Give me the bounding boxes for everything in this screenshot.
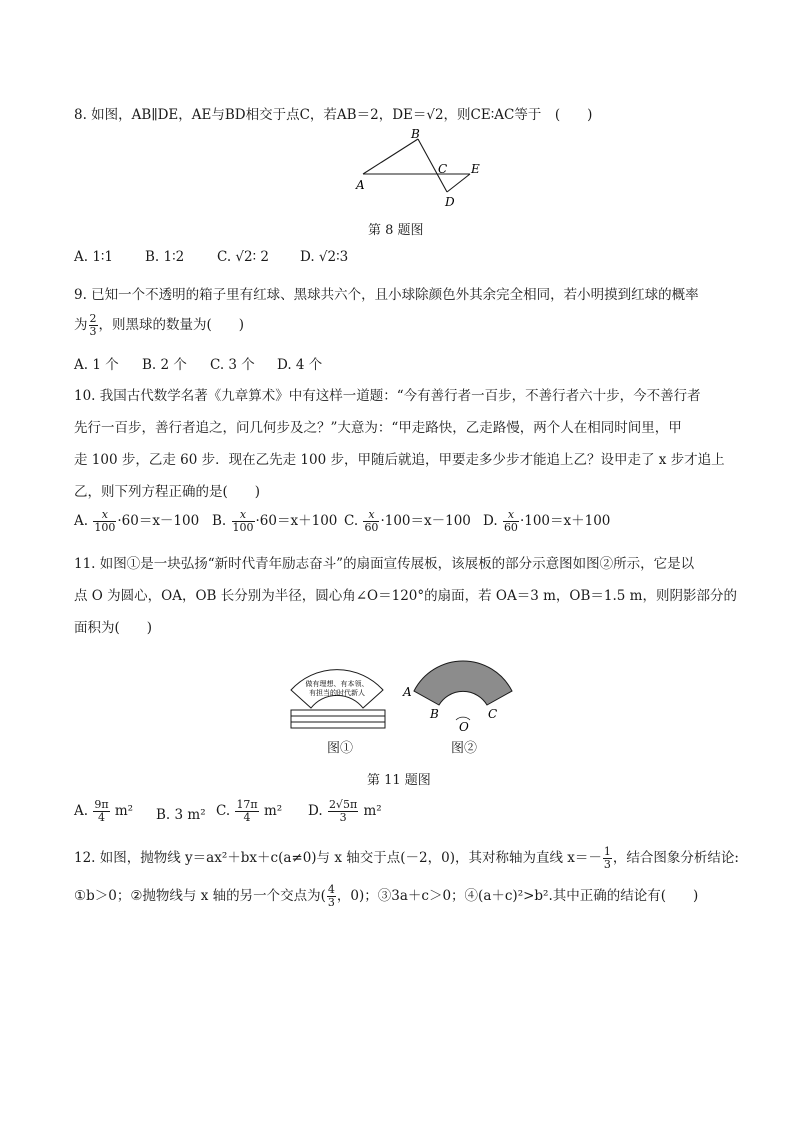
q8-stem: 8. 如图，AB∥DE，AE与BD相交于点C，若AB＝2，DE＝√2，则CE∶AC等于 ( ) (74, 107, 593, 123)
q10-option-a[interactable]: A. $\frac{x}{100}$ ·60＝x－100 (74, 508, 200, 534)
shaded-region (414, 661, 512, 705)
segment-ab (363, 139, 418, 174)
q11-option-d[interactable]: D. $\frac{2√5\pi}{3}$ m² (308, 798, 382, 824)
q11-option-b[interactable]: B. 3 m² (156, 807, 206, 823)
point-c-label: C (438, 162, 448, 176)
q9-fraction: $\frac{2}{3}$ (89, 312, 97, 338)
q10-stem-line3: 走 100 步，乙走 60 步．现在乙先走 100 步，甲随后就追，甲要走多少步才能追上乙？设甲走了 x 步才追上 (74, 452, 725, 468)
q11-figure-1 (283, 662, 393, 742)
point-c-label: C (488, 707, 498, 721)
q10-option-d[interactable]: D. $\frac{x}{60}$ ·100＝x＋100 (483, 508, 611, 534)
point-b-label: B (430, 707, 439, 721)
board-rail-bottom (291, 722, 385, 728)
fan-text-line1: 做有理想、有本领、 (305, 680, 369, 688)
q10-stem-line4: 乙，则下列方程正确的是( ) (74, 484, 261, 500)
q11-figure-2-caption: 图② (451, 741, 478, 756)
q11-stem-line1: 11. 如图①是一块弘扬“新时代青年励志奋斗”的扇面宣传展板，该展板的部分示意图如图②所示，它是以 (74, 556, 695, 572)
q8-option-a[interactable]: A. 1∶1 (74, 249, 114, 265)
q9-stem-line2: 为 $\frac{2}{3}$ ，则黑球的数量为( ) (74, 312, 245, 338)
fan-text-line2: 有担当的时代新人 (309, 689, 365, 697)
segment-de (447, 174, 470, 192)
q11-caption: 第 11 题图 (367, 773, 431, 788)
q12-axis-fraction: $\frac{1}{3}$ (603, 845, 611, 871)
q11-option-c[interactable]: C. $\frac{17\pi}{4}$ m² (216, 798, 283, 824)
q9-option-d[interactable]: D. 4 个 (277, 357, 323, 373)
point-a-label: A (403, 685, 412, 699)
q12-point-fraction: $\frac{4}{3}$ (327, 883, 335, 909)
q11-option-a[interactable]: A. $\frac{9\pi}{4}$ m² (74, 798, 134, 824)
q8-caption: 第 8 题图 (368, 223, 424, 238)
q11-figure-1-caption: 图① (327, 741, 354, 756)
q12-stem-line1: 12. 如图，抛物线 y＝ax²＋bx＋c(a≠0)与 x 轴交于点(－2，0)，其对称轴为直线 x＝－ $\frac{1}{3}$ ，结合图象分析结论: (74, 845, 739, 871)
q8-option-b[interactable]: B. 1∶2 (145, 249, 185, 265)
point-o-label: O (459, 720, 469, 734)
q11-stem-line2: 点 O 为圆心，OA，OB 长分别为半径，圆心角∠O＝120°的扇面，若 OA＝3 m，OB＝1.5 m，则阴影部分的 (74, 588, 737, 604)
point-d-label: D (445, 195, 455, 209)
q11-stem-line3: 面积为( ) (74, 620, 153, 636)
q9-option-a[interactable]: A. 1 个 (74, 357, 119, 373)
q9-option-b[interactable]: B. 2 个 (142, 357, 187, 373)
q11-figure-2 (398, 660, 528, 740)
q8-figure (350, 128, 500, 210)
point-b-label: B (411, 128, 420, 141)
q9-option-c[interactable]: C. 3 个 (210, 357, 255, 373)
q10-stem-line2: 先行一百步，善行者追之，问几何步及之？”大意为：“甲走路快，乙走路慢，两个人在相同时间里，甲 (74, 420, 682, 436)
point-e-label: E (471, 162, 480, 176)
q10-option-c[interactable]: C. $\frac{x}{60}$ ·100＝x－100 (344, 508, 471, 534)
q9-stem-line1: 9. 已知一个不透明的箱子里有红球、黑球共六个，且小球除颜色外其余完全相同，若小明摸到红球的概率 (74, 287, 699, 303)
board-rail-middle (291, 716, 385, 722)
q10-option-b[interactable]: B. $\frac{x}{100}$ ·60＝x＋100 (212, 508, 338, 534)
q12-stem-line2: ①b＞0；②抛物线与 x 轴的另一个交点为( $\frac{4}{3}$ ，0)；③3a＋c＞0；④(a＋c)²>b².其中正确的结论有( ) (74, 883, 699, 909)
q10-stem-line1: 10. 我国古代数学名著《九章算术》中有这样一道题：“今有善行者一百步，不善行者六十步，今不善行者 (74, 388, 701, 404)
q8-option-c[interactable]: C. √2∶ 2 (217, 249, 270, 265)
board-rail-top (291, 710, 385, 716)
point-a-label: A (356, 178, 365, 192)
q8-option-d[interactable]: D. √2∶3 (300, 249, 349, 265)
